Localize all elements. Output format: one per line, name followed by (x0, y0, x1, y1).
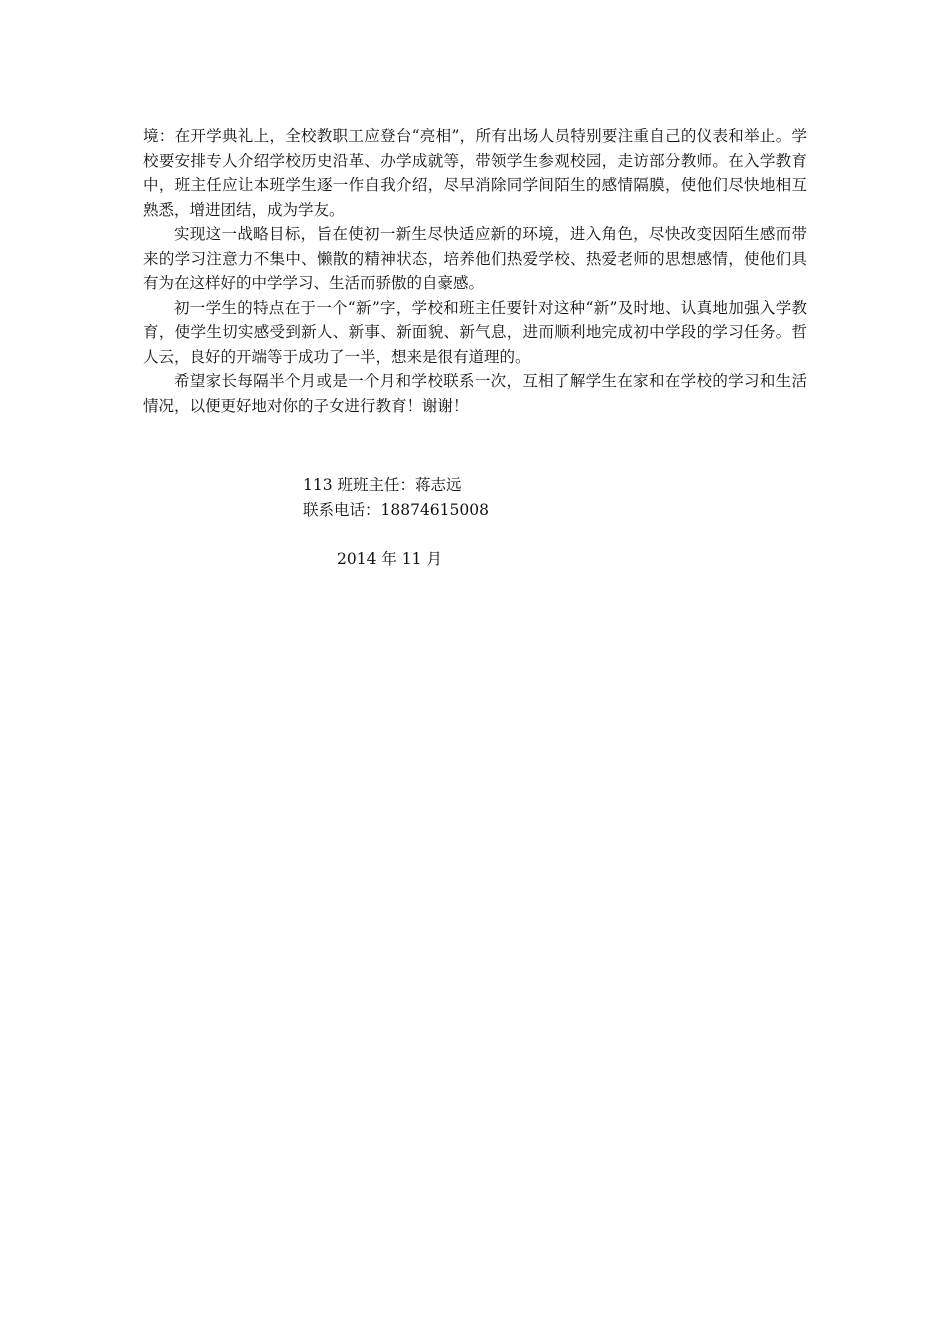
paragraph-parent-request: 希望家长每隔半个月或是一个月和学校联系一次，互相了解学生在家和在学校的学习和生活情况，以便更好地对你的子女进行教育！谢谢！ (143, 372, 807, 415)
paragraph-goal: 实现这一战略目标，旨在使初一新生尽快适应新的环境，进入角色，尽快改变因陌生感而带来的学习注意力不集中、懒散的精神状态，培养他们热爱学校、热爱老师的思想感情，使他们具有为在这样好的中学学习、生活而骄傲的自豪感。 (143, 225, 807, 292)
teacher-signature: 113 班班主任：蒋志远 (303, 476, 462, 494)
paragraph-continued: 境：在开学典礼上，全校教职工应登台“亮相”，所有出场人员特别要注重自己的仪表和举止。学校要安排专人介绍学校历史沿革、办学成就等，带领学生参观校园，走访部分教师。在入学教育中，班主任应让本班学生逐一作自我介绍，尽早消除同学间陌生的感情隔膜，使他们尽快地相互熟悉，增进团结，成为学友。 (143, 127, 807, 219)
contact-phone: 联系电话：18874615008 (303, 501, 489, 519)
letter-body (143, 124, 807, 418)
letter-date: 2014 年 11 月 (337, 550, 442, 568)
signature-block (303, 473, 489, 523)
paragraph-new-students: 初一学生的特点在于一个“新”字，学校和班主任要针对这种“新”及时地、认真地加强入学教育，使学生切实感受到新人、新事、新面貌、新气息，进而顺利地完成初中学段的学习任务。哲人云，良好的开端等于成功了一半，想来是很有道理的。 (143, 298, 807, 366)
